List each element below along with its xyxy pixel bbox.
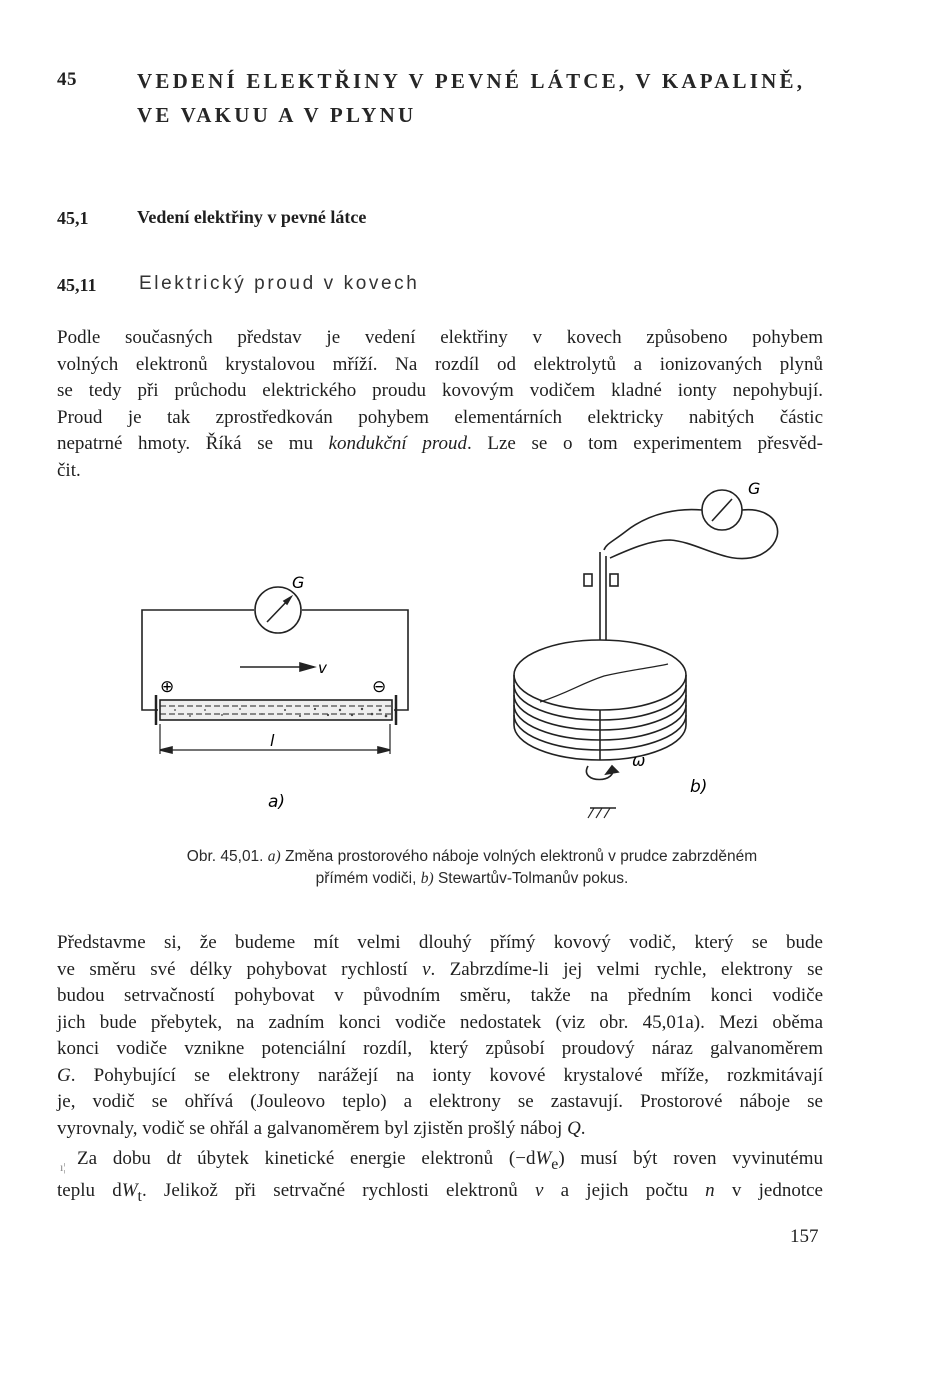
text-line: Proud je tak zprostředkován pohybem elementárních elektricky nabitých částic [57, 406, 823, 428]
paragraph-1 [57, 325, 823, 484]
circuit-wire-left [142, 610, 254, 710]
text-line: Podle současných představ je vedení elektřiny v kovech způsobeno pohybem [57, 327, 823, 348]
figure-caption [57, 846, 887, 890]
text-line: nepatrné hmoty. Říká se mu kondukční proud. Lze se o tom experimentem přesvěd- [57, 433, 823, 454]
page-number: 157 [790, 1226, 819, 1247]
paragraph-2 [57, 930, 823, 1142]
figure-a [142, 587, 408, 754]
omega-label: ω [632, 751, 646, 770]
section-title: Vedení elektřiny v pevné látce [137, 207, 367, 227]
figure-45-01 [0, 470, 945, 840]
bearing-right [610, 574, 618, 586]
text-line: Za dobu dt úbytek kinetické energie elektronů $(-dW_e)$ musí být roven vyvinutému [77, 1148, 823, 1173]
chapter-title [137, 64, 837, 132]
plus-terminal-icon: ⊕ [160, 677, 175, 697]
chapter-title-line2: VE VAKUU A V PLYNU [137, 103, 417, 127]
velocity-label: v [318, 659, 327, 677]
conductor-bar [160, 700, 392, 720]
text-line: je, vodič se ohřívá (Jouleovo teplo) a elektrony se zastavují. Prostorové náboje se [57, 1091, 823, 1112]
text-line: budou setrvačností pohybovat v původním směru, takže na předním konci vodiče [57, 985, 823, 1006]
length-label: l [270, 731, 275, 750]
figure-a-label: a) [268, 792, 286, 812]
text-line: čit. [57, 459, 81, 481]
text-line: G. Pohybující se elektrony narážejí na ionty kovové krystalové mříže, rozkmitávají [57, 1064, 823, 1086]
text-line: vyrovnaly, vodič se ohřál a galvanoměrem byl zjistěn prošlý náboj Q. [57, 1117, 586, 1139]
subsection-title: Elektrický proud v kovech [139, 273, 420, 294]
caption-line1: Obr. 45,01. a) Změna prostorového náboje volných elektronů v prudce zabrzděném [186, 848, 758, 865]
coil-drum-top [514, 640, 686, 710]
galvanometer-b-label: G [748, 479, 761, 498]
text-line: jich bude přebytek, na zadním konci vodiče nedostatek (viz obr. 45,01a). Mezi oběma [57, 1011, 823, 1033]
chapter-title-line1: VEDENÍ ELEKTŘINY V PEVNÉ LÁTCE, V KAPALINĚ, [137, 69, 806, 93]
chapter-number: 45 [57, 69, 77, 90]
subsection-number: 45,11 [57, 275, 97, 295]
text-line: ve směru své délky pohybovat rychlostí v. Zabrzdíme-li jej velmi rychle, elektrony se [57, 958, 823, 980]
emphasis-term: kondukční proud [328, 433, 468, 454]
galvanometer-a-label: G [292, 573, 305, 592]
minus-terminal-icon: ⊖ [372, 677, 387, 697]
text-line: se tedy při průchodu elektrického proudu kovovým vodičem kladné ionty nepohybují. [57, 380, 823, 401]
margin-mark: ı¦ [60, 1160, 66, 1174]
paragraph-3 [57, 1146, 823, 1211]
text-line: volných elektronů krystalovou mříží. Na rozdíl od elektrolytů a ionizovaných plynů [57, 353, 823, 375]
figure-b-label: b) [690, 777, 708, 797]
text-line: konci vodiče vznikne potenciální rozdíl, který způsobí proudový náraz galvanoměrem [57, 1038, 823, 1059]
text-line: teplu $dW_t$. Jelikož při setrvačné rychlosti elektronů v a jejich počtu n v jednotce [57, 1180, 823, 1206]
section-number: 45,1 [57, 208, 89, 228]
figure-b [514, 490, 778, 818]
bearing-left [584, 574, 592, 586]
text-line: Představme si, že budeme mít velmi dlouhý přímý kovový vodič, který se bude [57, 932, 823, 953]
caption-line2: přímém vodiči, b) Stewartův-Tolmanův pokus. [315, 870, 629, 887]
